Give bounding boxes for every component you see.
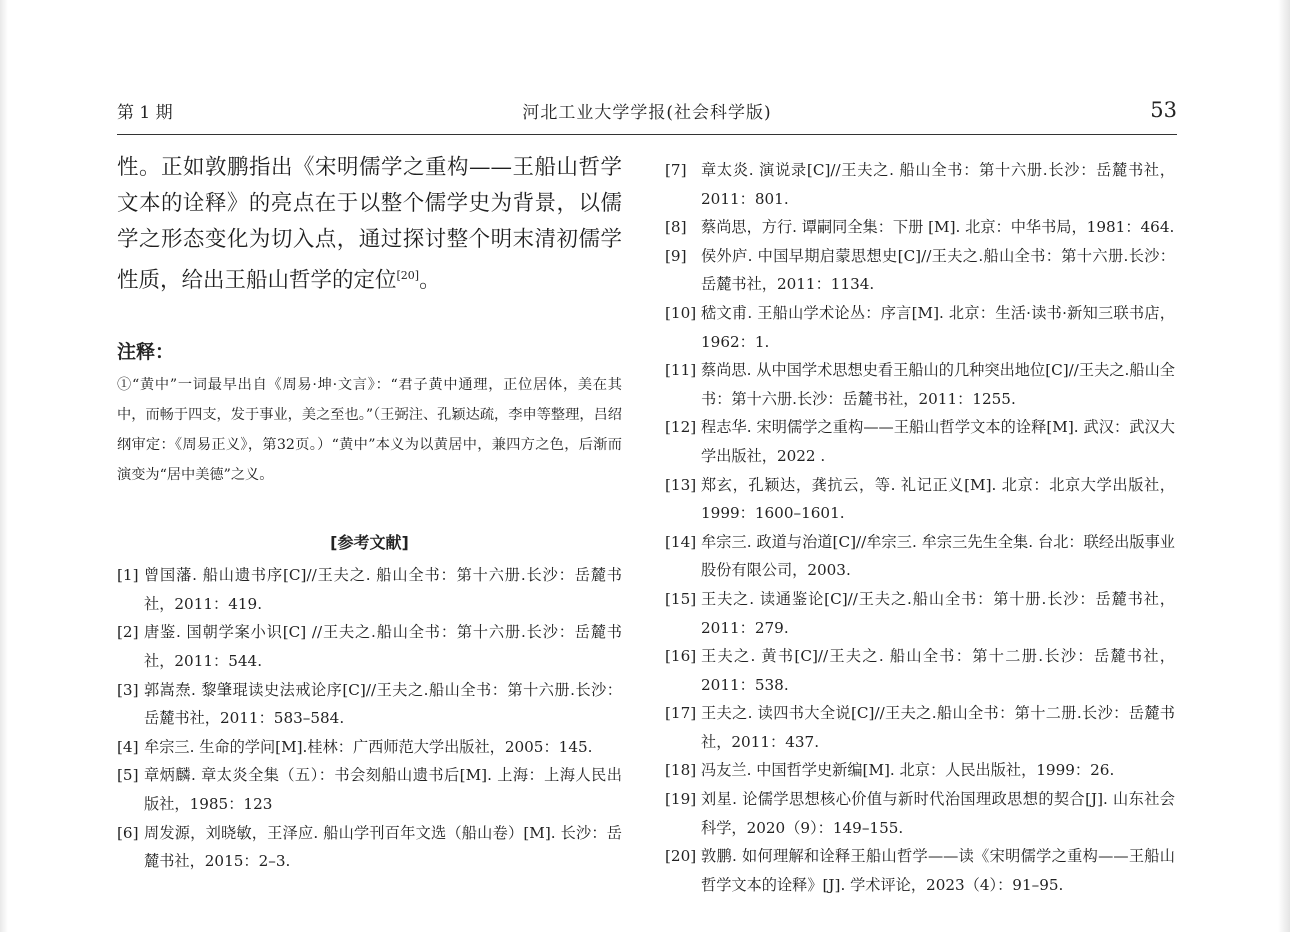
reference-text: 唐鉴. 国朝学案小识[C] //王夫之.船山全书：第十六册.长沙：岳麓书社，2011：544. — [144, 623, 622, 670]
reference-number: [11] — [665, 361, 697, 380]
reference-text: 郭嵩焘. 黎肇琨读史法戒论序[C]//王夫之.船山全书：第十六册.长沙：岳麓书社，2011：583–584. — [144, 680, 622, 728]
reference-number: [5] — [117, 766, 139, 785]
references-list-left — [117, 561, 622, 876]
reference-number: [14] — [665, 532, 697, 551]
citation-marker: [20] — [396, 269, 420, 282]
reference-item — [665, 699, 1175, 756]
reference-number: [1] — [117, 566, 139, 585]
reference-text: 王夫之. 读通鉴论[C]//王夫之.船山全书：第十册.长沙：岳麓书社，2011：279. — [701, 589, 1175, 637]
reference-item — [665, 756, 1175, 785]
page-number: 53 — [1150, 98, 1177, 122]
reference-text: 牟宗三. 生命的学问[M].桂林：广西师范大学出版社，2005：145. — [144, 737, 593, 756]
paragraph-text: 性。正如敦鹏指出《宋明儒学之重构——王船山哲学文本的诠释》的亮点在于以整个儒学史为背景，以儒学之形态变化为切入点，通过探讨整个明末清初儒学性质，给出王船山哲学的定位 — [117, 155, 622, 294]
reference-item — [665, 585, 1175, 642]
reference-text: 冯友兰. 中国哲学史新编[M]. 北京：人民出版社，1999：26. — [701, 761, 1115, 780]
reference-number: [6] — [117, 823, 139, 842]
reference-text: 周发源，刘晓敏，王泽应. 船山学刊百年文选（船山卷）[M]. 长沙：岳麓书社，2015：2–3. — [144, 823, 622, 871]
reference-text: 郑玄，孔颖达，龚抗云，等. 礼记正义[M]. 北京：北京大学出版社，1999：1600–1601. — [701, 475, 1175, 523]
reference-number: [20] — [665, 847, 697, 866]
header-rule — [117, 134, 1177, 135]
reference-text: 王夫之. 黄书[C]//王夫之. 船山全书：第十二册.长沙：岳麓书社，2011：538. — [701, 647, 1175, 694]
note-item: ①“黄中”一词最早出自《周易·坤·文言》：“君子黄中通理，正位居体，美在其中，而畅于四支，发于事业，美之至也。”（王弼注、孔颖达疏，李申等整理，吕绍纲审定：《周易正义》，第32页。）“黄中”本义为以黄居中，兼四方之色，后渐而演变为“居中美德”之义。 — [117, 377, 622, 484]
left-column — [117, 150, 622, 876]
reference-item — [117, 561, 622, 618]
reference-number: [16] — [665, 647, 697, 666]
reference-item — [117, 761, 622, 818]
reference-text: 嵇文甫. 王船山学术论丛：序言[M]. 北京：生活·读书·新知三联书店，1962：1. — [701, 303, 1175, 351]
reference-text: 蔡尚思，方行. 谭嗣同全集：下册 [M]. 北京：中华书局，1981：464. — [701, 218, 1175, 237]
reference-item — [665, 242, 1175, 299]
body-paragraph — [117, 150, 622, 299]
reference-text: 蔡尚思. 从中国学术思想史看王船山的几种突出地位[C]//王夫之.船山全书：第十六册.长沙：岳麓书社，2011：1255. — [701, 361, 1175, 408]
reference-item — [117, 733, 622, 762]
reference-number: [17] — [665, 704, 697, 723]
reference-text: 程志华. 宋明儒学之重构——王船山哲学文本的诠释[M]. 武汉：武汉大学出版社，2022 . — [701, 418, 1175, 465]
reference-item — [665, 785, 1175, 842]
reference-item — [665, 299, 1175, 356]
reference-text: 敦鹏. 如何理解和诠释王船山哲学——读《宋明儒学之重构——王船山哲学文本的诠释》[J]. 学术评论，2023（4）：91–95. — [701, 847, 1175, 894]
reference-text: 侯外庐. 中国早期启蒙思想史[C]//王夫之.船山全书：第十六册.长沙：岳麓书社，2011：1134. — [701, 246, 1175, 294]
reference-item — [117, 618, 622, 675]
reference-item — [665, 156, 1175, 213]
reference-number: [19] — [665, 790, 697, 809]
reference-number: [10] — [665, 303, 697, 322]
reference-item — [665, 471, 1175, 528]
reference-number: [8] — [665, 218, 687, 237]
page-edge-shadow-left — [0, 0, 8, 932]
page-edge-shadow-right — [1278, 0, 1290, 932]
paragraph-end: 。 — [419, 268, 441, 294]
running-head — [117, 96, 1177, 128]
reference-item — [117, 819, 622, 876]
reference-number: [2] — [117, 623, 139, 642]
journal-title: 河北工业大学学报(社会科学版) — [522, 103, 772, 123]
reference-item — [665, 528, 1175, 585]
reference-item — [665, 213, 1175, 242]
reference-number: [18] — [665, 761, 697, 780]
reference-text: 王夫之. 读四书大全说[C]//王夫之.船山全书：第十二册.长沙：岳麓书社，2011：437. — [701, 704, 1175, 751]
reference-text: 牟宗三. 政道与治道[C]//牟宗三. 牟宗三先生全集. 台北：联经出版事业股份有限公司，2003. — [701, 532, 1175, 580]
reference-number: [7] — [665, 161, 687, 179]
reference-text: 章炳麟. 章太炎全集（五）：书会刻船山遗书后[M]. 上海：上海人民出版社，1985：123 — [144, 766, 622, 813]
reference-number: [13] — [665, 475, 697, 494]
reference-item — [665, 842, 1175, 899]
issue-number: 第 1 期 — [117, 103, 173, 123]
reference-number: [4] — [117, 737, 139, 756]
references-heading: [参考文献] — [330, 533, 409, 553]
reference-item — [117, 676, 622, 733]
reference-item — [665, 413, 1175, 470]
reference-text: 曾国藩. 船山遗书序[C]//王夫之. 船山全书：第十六册.长沙：岳麓书社，2011：419. — [144, 566, 622, 613]
reference-number: [9] — [665, 246, 687, 265]
reference-text: 章太炎. 演说录[C]//王夫之. 船山全书：第十六册.长沙：岳麓书社，2011：801. — [701, 161, 1175, 208]
reference-text: 刘星. 论儒学思想核心价值与新时代治国理政思想的契合[J]. 山东社会科学，2020（9）：149–155. — [701, 790, 1175, 837]
notes-heading: 注释： — [117, 341, 175, 364]
right-column — [665, 150, 1175, 899]
reference-number: [12] — [665, 418, 697, 437]
reference-number: [15] — [665, 589, 697, 608]
reference-item — [665, 642, 1175, 699]
reference-number: [3] — [117, 680, 139, 699]
reference-item — [665, 356, 1175, 413]
